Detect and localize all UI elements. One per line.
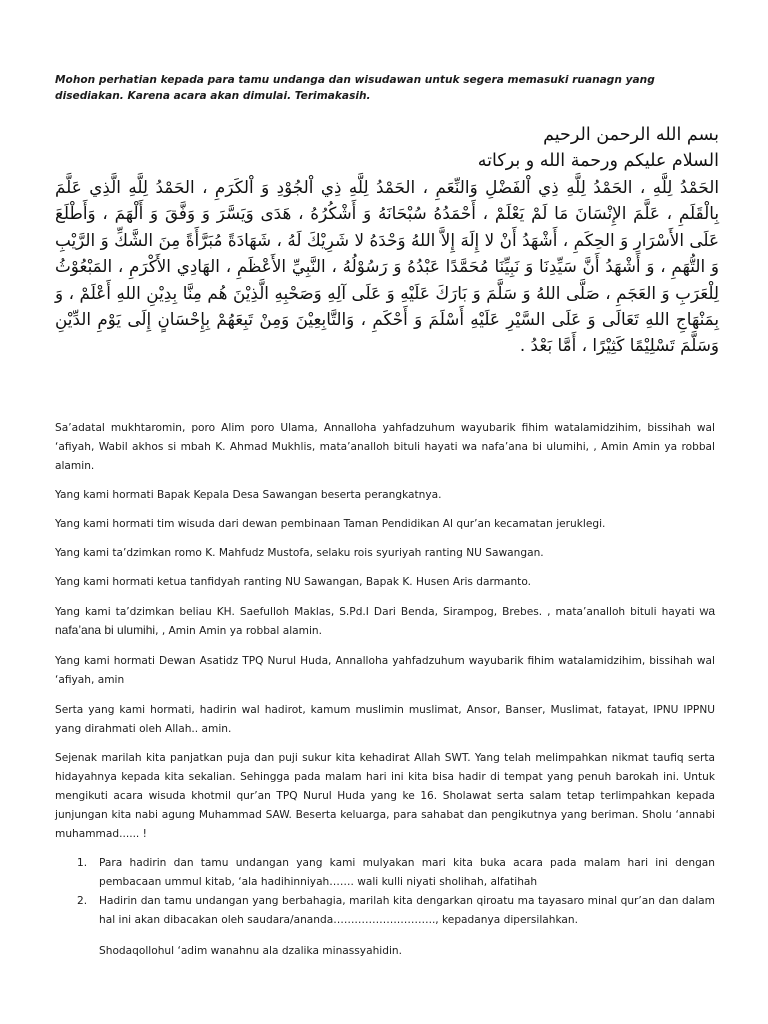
list-text: Para hadirin dan tamu undangan yang kami mulyakan mari kita buka acara pada malam hari ini dengan pembacaan ummul kitab, ‘ala hadihinniyah……. wali kulli niyati sholihah, alfatihah	[99, 857, 715, 889]
honor-audience: Serta yang kami hormati, hadirin wal hadirot, kamum muslimin muslimat, Ansor, Banser, Muslimat, fatayat, IPNU IPPNU yang dirahmati oleh Allah.. amin.	[55, 703, 715, 735]
list-number: 1.	[77, 857, 88, 870]
honor-kh-text-b: wa nafa’ana bi ulumihi	[55, 603, 715, 638]
honor-tanfidyah: Yang kami hormati ketua tanfidyah ranting NU Sawangan, Bapak K. Husen Aris darmanto.	[55, 575, 532, 588]
honor-graduation-team: Yang kami hormati tim wisuda dari dewan pembinaan Taman Pendidikan Al qur’an kecamatan jeruklegi.	[55, 518, 606, 531]
honor-kh-saefulloh	[55, 602, 715, 642]
salam-line: السلام عليكم ورحمة الله و بركاته	[477, 151, 719, 171]
honor-village-head: Yang kami hormati Bapak Kepala Desa Sawangan beserta perangkatnya.	[55, 489, 442, 502]
agenda-list	[55, 854, 715, 929]
closing-line: Shodaqollohul ‘adim wanahnu ala dzalika minassyahidin.	[99, 944, 402, 957]
opening-prayer-paragraph: Sejenak marilah kita panjatkan puja dan puji sukur kita kehadirat Allah SWT. Yang telah melimpahkan nikmat taufiq serta hidayahnya kepada kita sekalian. Sehingga pada malam hari ini kita bisa hadir di tempat yang penuh barokah ini. Untuk mengikuti acara wisuda khotmil qur’an TPQ Nurul Huda yang ke 16. Sholawat serta salam tetap terlimpahkan kepada junjungan kita nabi agung Muhammad SAW. Beserta keluarga, para sahabat dan pengikutnya yang beriman. Sholu ‘annabi muhammad...... !	[55, 752, 715, 840]
list-text: Hadirin dan tamu undangan yang berbahagia, marilah kita dengarkan qiroatu ma tayasaro minal qur’an dan dalam hal ini akan dibacakan oleh saudara/ananda……………………….., kepadanya dipersilahkan.	[99, 894, 715, 926]
list-item	[55, 892, 715, 930]
honor-asatidz: Yang kami hormati Dewan Asatidz TPQ Nurul Huda, Annalloha yahfadzuhum wayubarik fihim watalamidzihim, bissihah wal ‘afiyah, amin	[55, 655, 715, 686]
arabic-opening	[55, 122, 719, 359]
honor-kh-text-c: , , Amin Amin ya robbal alamin.	[155, 625, 322, 638]
list-number: 2.	[77, 894, 88, 907]
honor-kh-text-a: Yang kami ta’dzimkan beliau KH. Saefulloh Maklas, S.Pd.I Dari Benda, Sirampog, Brebes. , mata’analloh bituli hayati	[55, 605, 700, 618]
speech-body	[55, 419, 715, 971]
arabic-khutbah: الحَمْدُ لِلَّهِ ، الحَمْدُ لِلَّهِ ذِي اْلفَضْلِ وَالنِّعَمِ ، الحَمْدُ لِلَّهِ ذِي اْلجُوْدِ وَ اْلكَرَمِ ، الحَمْدُ لِلَّهِ الَّذِي عَلَّمَ بِالْقَلَمِ ، عَلَّمَ الإِنْسَانَ مَا لَمْ يَعْلَمْ ، أَحْمَدُهُ سُبْحَانَهُ وَ أَشْكُرُهُ ، هَدَى وَيَسَّرَ وَ وَفَّقَ وَ أَلْهَمَ ، وَأَطْلَعَ عَلَى الأَسْرَارِ وَ الحِكَمِ ، أَشْهَدُ أَنْ لا إِلَهَ إِلاَّ اللهُ وَحْدَهُ لا شَرِيْكَ لَهُ ، شَهَادَةً مُبَرَّأَةً مِنَ الشَّكِّ وَ الرَّيْبِ وَ التُّهَمِ ، وَ أَشْهَدُ أَنَّ سَيِّدِنَا وَ نَبِيِّنَا مُحَمَّدًا عَبْدُهُ وَ رَسُوْلُهُ ، النَّبِيِّ الأَعْظَمِ ، الهَادِي الأَكْرَمِ ، المَبْعُوْثُ لِلْعَرَبِ وَ العَجَمِ ، صَلَّى اللهُ وَ سَلَّمَ وَ بَارَكَ عَلَيْهِ وَ عَلَى آلِهِ وَصَحْبِهِ الَّذِيْنَ هُم مِنَّا بِدِيْنِ اللهِ أَعْلَمْ ، وَ بِمَنْهَاجِ اللهِ تَعَالَى وَ عَلَى السَّيْرِ عَلَيْهِ أَسْلَمَ وَ أَحْكَمِ ، وَالتَّابِعِيْنَ وَمِنْ تَبِعَهُمْ بِإِحْسَانٍ إِلَى يَوْمِ الدِّيْنِ وَسَلَّمَ تَسْلِيْمًا كَثِيْرًا ، أَمَّا بَعْدُ .	[55, 177, 719, 356]
basmala-line: بسم الله الرحمن الرحيم	[543, 125, 719, 145]
greeting-paragraph: Sa’adatal mukhtaromin, poro Alim poro Ulama, Annalloha yahfadzuhum wayubarik fihim watalamidzihim, bissihah wal ‘afiyah, Wabil akhos si mbah K. Ahmad Mukhlis, mata’analloh bituli hayati wa nafa’ana bi ulumihi, , Amin Amin ya robbal alamin.	[55, 422, 715, 472]
honor-rois-syuriyah: Yang kami ta’dzimkan romo K. Mahfudz Mustofa, selaku rois syuriyah ranting NU Sawangan.	[55, 546, 544, 559]
attention-notice: Mohon perhatian kepada para tamu undanga dan wisudawan untuk segera memasuki ruanagn yang disediakan. Karena acara akan dimulai. Terimakasih.	[55, 74, 655, 102]
list-item	[55, 854, 715, 892]
